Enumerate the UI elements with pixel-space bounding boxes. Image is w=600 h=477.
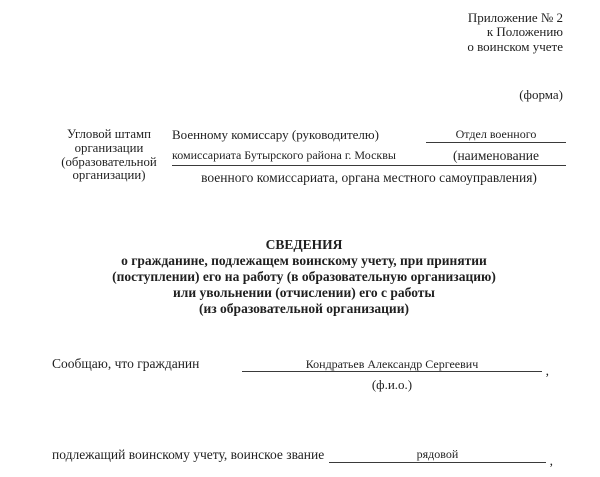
commissariat-name-field-line1: Отдел военного (426, 126, 566, 143)
appendix-line: Приложение № 2 (467, 10, 563, 25)
addressee-row-2 (172, 143, 566, 167)
rank-value-field: рядовой (329, 446, 545, 463)
appendix-block (467, 11, 563, 54)
addressee-fields (172, 126, 566, 186)
fio-caption: (ф.и.о.) (371, 377, 413, 392)
field-caption-name: (наименование (452, 147, 540, 163)
fio-field (242, 356, 541, 393)
fio-row (52, 356, 549, 393)
document-title-line: (из образовательной организации) (198, 301, 409, 316)
rank-label: подлежащий воинскому учету, воинское звание (52, 447, 325, 462)
stamp-line: организации (74, 140, 144, 155)
comma: , (549, 453, 553, 468)
document-title-line: СВЕДЕНИЯ (265, 237, 343, 252)
stamp-line: Угловой штамп (67, 127, 151, 141)
corner-stamp-placeholder (52, 126, 166, 183)
fio-value-field: Кондратьев Александр Сергеевич (242, 356, 541, 372)
commissariat-name-field-line2: комиссариата Бутырского района г. Москвы (172, 147, 396, 162)
field-caption-name-continued: военного комиссариата, органа местного самоуправления) (201, 170, 537, 185)
document-title (49, 237, 559, 317)
comma: , (545, 363, 549, 378)
addressee-block (52, 126, 566, 186)
form-label: (форма) (519, 87, 563, 102)
appendix-line: о воинском учете (467, 38, 563, 54)
document-title-line: (поступлении) его на работу (в образовательную организацию) (112, 269, 496, 284)
stamp-line: (образовательной (61, 154, 157, 169)
document-title-line: или увольнении (отчислении) его с работы (173, 285, 435, 300)
addressee-static-text: Военному комиссару (руководителю) (172, 127, 379, 142)
appendix-line: к Положению (486, 24, 563, 40)
fio-label: Сообщаю, что гражданин (52, 356, 200, 371)
rank-row (52, 446, 553, 467)
addressee-row-1 (172, 126, 566, 143)
stamp-line: организации) (72, 168, 146, 183)
document-title-line: о гражданине, подлежащем воинскому учету, при принятии (121, 253, 487, 268)
